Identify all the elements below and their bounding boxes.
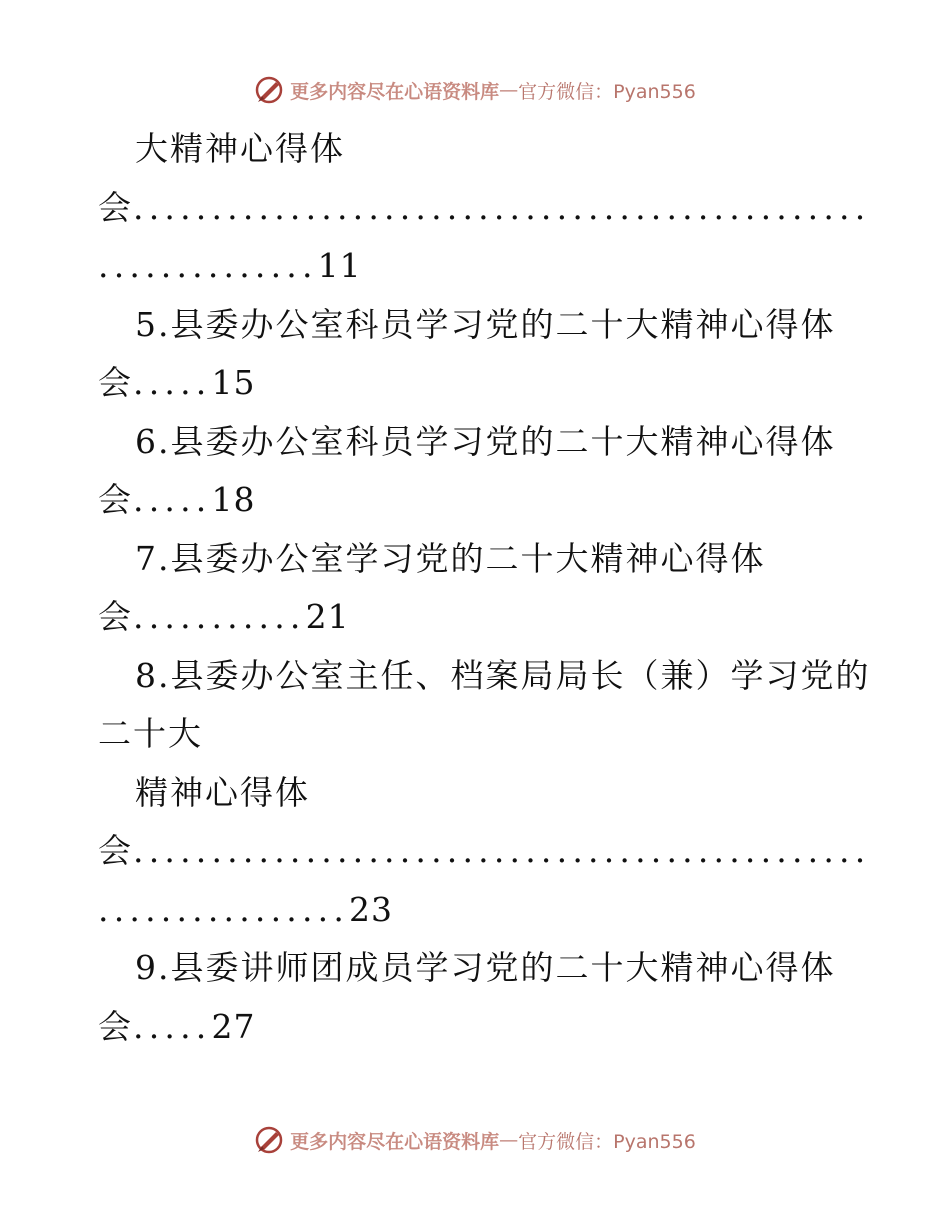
table-of-contents <box>98 120 871 1056</box>
toc-line-text: 大精神心得体 <box>135 129 345 168</box>
toc-line-text: 7.县委办公室学习党的二十大精神心得体 <box>135 538 766 578</box>
toc-line-text: 精神心得体 <box>135 772 310 812</box>
toc-line-text: 8.县委办公室主任、档案局局长（兼）学习党的 <box>135 655 871 695</box>
toc-line-text: 二十大 <box>98 714 203 753</box>
toc-leader-dots: ........... <box>133 597 306 636</box>
toc-line <box>98 471 858 530</box>
toc-line <box>98 764 858 823</box>
toc-page-number: 18 <box>211 480 256 519</box>
toc-line-text: 9.县委讲师团成员学习党的二十大精神心得体 <box>135 948 836 987</box>
toc-page-number: 27 <box>211 1006 256 1046</box>
toc-line <box>98 530 858 589</box>
toc-line-text: 会 <box>98 187 133 227</box>
toc-leader-dots: ..... <box>133 480 212 519</box>
toc-line <box>98 647 871 706</box>
toc-line-text: 6.县委办公室科员学习党的二十大精神心得体 <box>135 421 836 461</box>
toc-page-number: 23 <box>349 889 394 929</box>
toc-line-text: 会 <box>98 831 133 870</box>
toc-line <box>98 705 858 764</box>
toc-page-number: 11 <box>317 246 362 285</box>
banner-title: 更多内容尽在心语资料库 <box>290 1130 500 1153</box>
toc-leader-dots: ..... <box>133 1006 212 1046</box>
toc-leader-dots: ............................................... <box>133 831 871 870</box>
header-watermark <box>0 70 950 110</box>
toc-line <box>98 237 858 296</box>
toc-leader-dots: ..... <box>133 363 212 402</box>
pen-logo-icon <box>254 75 284 105</box>
toc-line <box>98 822 871 881</box>
toc-line-text: 5.县委办公室科员学习党的二十大精神心得体 <box>135 304 836 344</box>
banner-wechat: 官方微信：Pyan556 <box>518 1130 696 1153</box>
toc-line-text: 会 <box>98 480 133 519</box>
toc-page-number: 15 <box>211 363 256 402</box>
toc-line <box>98 179 871 238</box>
toc-leader-dots: ............................................... <box>133 187 871 227</box>
toc-page-number: 21 <box>305 597 350 636</box>
toc-leader-dots: .............. <box>98 246 318 285</box>
toc-line <box>98 413 858 472</box>
toc-line-text: 会 <box>98 363 133 402</box>
pen-logo-icon <box>254 1125 284 1155</box>
toc-line-text: 会 <box>98 1006 133 1046</box>
toc-line <box>98 881 858 940</box>
toc-line <box>98 120 858 179</box>
banner-separator: — <box>499 79 519 101</box>
toc-line <box>98 588 858 647</box>
toc-leader-dots: ................ <box>98 889 350 929</box>
banner-title: 更多内容尽在心语资料库 <box>290 80 500 103</box>
banner-separator: — <box>499 1129 519 1151</box>
toc-line-text: 会 <box>98 597 133 636</box>
toc-line <box>98 296 858 355</box>
toc-line <box>98 354 858 413</box>
banner-wechat: 官方微信：Pyan556 <box>518 80 696 103</box>
toc-line <box>98 939 858 998</box>
toc-line <box>98 998 858 1057</box>
footer-watermark <box>0 1120 950 1160</box>
